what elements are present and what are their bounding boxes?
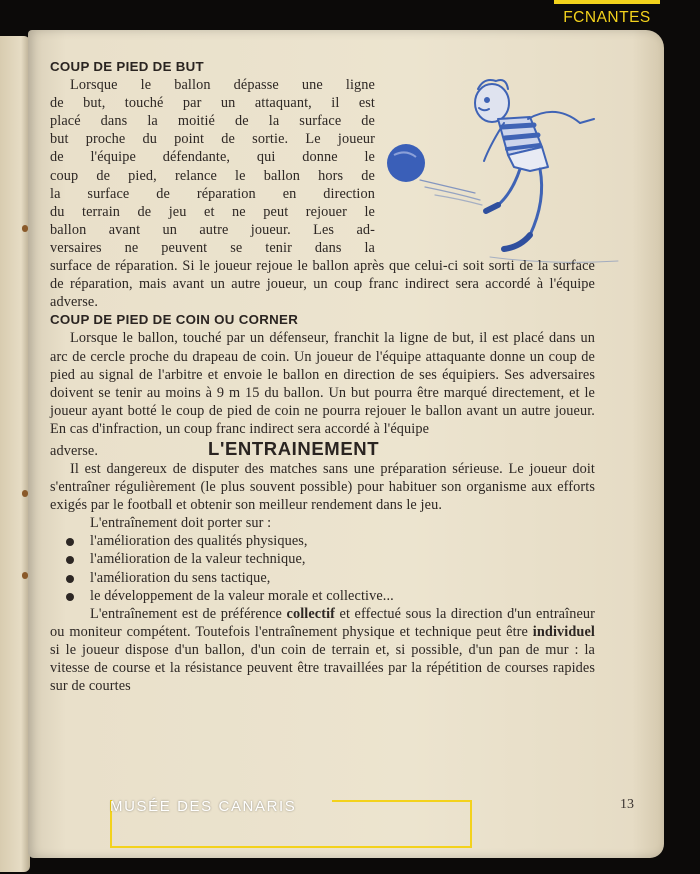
text-line: Lorsque le ballon dépasse une ligne <box>70 77 375 94</box>
museum-label: MUSÉE DES CANARIS <box>110 798 297 815</box>
text-line: de but, touché par un attaquant, il est <box>50 95 375 112</box>
text-line: but proche du point de sortie. Le joueur <box>50 131 375 148</box>
text-line: de l'équipe défendante, qui donne le <box>50 149 375 166</box>
text-line: versaires ne peuvent se tenir dans la <box>50 239 375 256</box>
corner-kick-last-word: adverse. <box>50 442 99 459</box>
page-number: 13 <box>620 797 634 812</box>
text-line: la surface de réparation en direction <box>50 185 375 202</box>
bullet-icon <box>66 575 74 583</box>
text-line: coup de pied, relance le ballon hors de <box>50 167 375 184</box>
emphasis-individuel: individuel <box>532 623 595 640</box>
list-item-text: l'amélioration de la valeur technique, <box>90 551 306 568</box>
goal-kick-paragraph-end: surface de réparation. Si le joueur rejoue le ballon après que celui-ci soit sorti de la surface de réparation, mais avant un autre joueur, un coup franc indirect sera accordé à l'équipe adverse. <box>50 258 595 311</box>
list-item-text: l'amélioration du sens tactique, <box>90 569 271 586</box>
section-title-corner-kick: COUP DE PIED DE COIN OU CORNER <box>50 312 299 328</box>
text-line: du terrain de jeu et ne peut rejouer le <box>50 203 375 220</box>
text-run: et effectué sous la direction d'un entraîneur ou moniteur compétent. Toutefois l'entraînement physique et technique peut être <box>50 605 595 640</box>
brand-name: FCNANTES <box>563 9 651 26</box>
section-title-training: L'ENTRAINEMENT <box>208 437 380 459</box>
fcnantes-watermark <box>554 0 660 28</box>
text-run: L'entraînement est de préférence <box>90 605 287 622</box>
text-line: placé dans la moitié de la surface de <box>50 113 375 130</box>
title-row <box>50 438 595 460</box>
corner-kick-paragraph: Lorsque le ballon, touché par un défenseur, franchit la ligne de but, il est placé dans un arc de cercle proche du drapeau de coin. Un joueur de l'équipe attaquante donne un coup de pied au signal de l'arbitre et envoie le ballon en direction de ses équipiers. Ses adversaires doivent se tenir au moins à 9 m 15 du ballon. Un but pourra être marqué directement, et le joueur ayant botté le coup de pied de coin ne pourra rejouer le ballon avant un autre joueur. En cas d'infraction, un coup franc indirect sera accordé à l'équipe <box>50 330 595 437</box>
training-paragraph-2 <box>50 605 595 695</box>
training-lead: L'entraînement doit porter sur : <box>90 515 272 532</box>
training-intro-paragraph: Il est dangereux de disputer des matches sans une préparation sérieuse. Le joueur doit s'entraîner régulièrement (le plus souvent possible) pour habituer son organisme aux efforts exigés par le football et obtenir son meilleur rendement dans le jeu. <box>50 460 595 514</box>
text-line: ballon avant un autre joueur. Les ad- <box>50 221 375 238</box>
text-run: si le joueur dispose d'un ballon, d'un coin de terrain et, si possible, d'un pan de mur : la vitesse de course et la résistance peuvent être travaillées par la répétition de courses rapides sur de courtes <box>50 641 595 695</box>
bullet-icon <box>66 538 74 546</box>
emphasis-collectif: collectif <box>286 605 336 622</box>
left-page-edge <box>0 36 30 872</box>
list-item <box>50 550 595 568</box>
brand-accent-bar <box>554 0 660 4</box>
list-item <box>50 569 595 587</box>
list-item-text: l'amélioration des qualités physiques, <box>90 533 308 550</box>
training-bullet-list <box>50 532 595 604</box>
museum-watermark <box>110 798 470 848</box>
bullet-icon <box>66 556 74 564</box>
list-item <box>50 587 595 605</box>
bullet-icon <box>66 593 74 601</box>
page-text <box>50 58 595 695</box>
goal-kick-wrapped-lines <box>50 76 375 257</box>
museum-frame-topline <box>332 800 470 802</box>
list-item-text: le développement de la valeur morale et collective... <box>90 587 394 604</box>
section-title-goal-kick: COUP DE PIED DE BUT <box>50 59 204 74</box>
list-item <box>50 532 595 550</box>
